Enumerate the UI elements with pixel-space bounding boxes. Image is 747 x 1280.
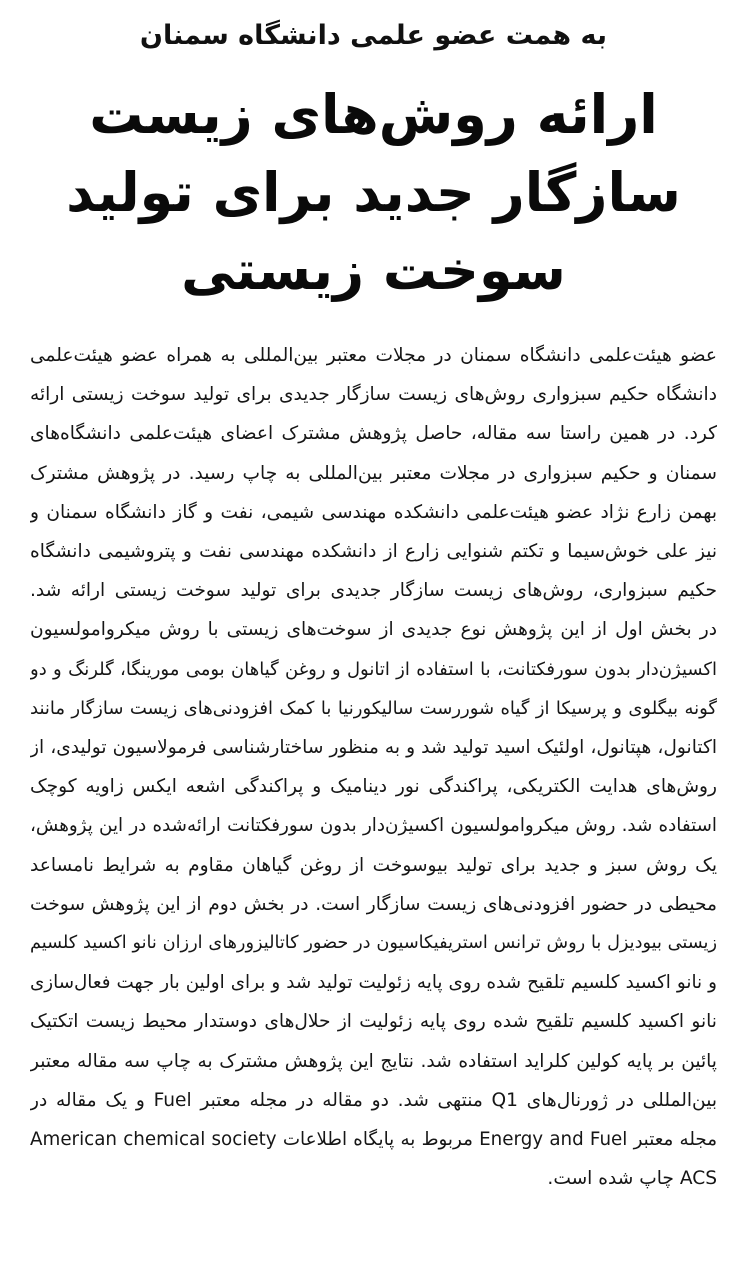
body-line: اکتانول، هپتانول، اولئیک اسید تولید شد و به منظور ساختارشناسی فرمولاسیون تولیدی، از [30, 737, 717, 759]
headline-line: ارائه روش‌های زیست [89, 83, 658, 146]
body-line: کرد. در همین راستا سه مقاله، حاصل پژوهش مشترک اعضای هیئت‌علمی دانشگاه‌های [30, 423, 717, 445]
headline-line: سازگار جدید برای تولید [66, 161, 681, 224]
body-line: بین‌المللی در ژورنال‌های Q1 منتهی شد. دو مقاله در مجله معتبر Fuel و یک مقاله در [30, 1089, 717, 1111]
body-line: نانو اکسید کلسیم تلقیح شده روی پایه زئولیت از حلال‌های دوستدار محیط زیست اتکتیک [30, 1011, 717, 1033]
body-line: یک روش سبز و جدید برای تولید بیوسوخت از روغن گیاهان مقاوم به شرایط نامساعد [30, 854, 717, 876]
body-line: گونه بیگلوی و پرسیکا از گیاه شوررست سالیکورنیا با کمک افزودنی‌های زیست سازگار مانند [30, 697, 717, 719]
body-line: عضو هیئت‌علمی دانشگاه سمنان در مجلات معتبر بین‌المللی به همراه عضو هیئت‌علمی [30, 345, 717, 366]
body-line: روش‌های هدایت الکتریکی، پراکندگی نور دینامیک و پراکندگی اشعه ایکس زاویه کوچک [30, 776, 717, 798]
body-line: مجله معتبر Energy and Fuel مربوط به پایگاه اطلاعات American chemical society [30, 1129, 717, 1151]
body-line: سمنان و حکیم سبزواری در مجلات معتبر بین‌المللی به چاپ رسید. در پژوهش مشترک [30, 462, 717, 484]
body-line: زیستی بیودیزل با روش ترانس استریفیکاسیون در حضور کاتالیزورهای ارزان نانو اکسید کلسیم [30, 933, 717, 954]
body-line: در بخش اول از این پژوهش نوع جدیدی از سوخت‌های زیستی با روش میکروامولسیون [30, 619, 717, 641]
body-line: ACS چاپ شده است. [547, 1168, 717, 1190]
headline-line: سوخت زیستی [181, 239, 566, 302]
body-line: محیطی در حضور افزودنی‌های زیست سازگار است. در بخش دوم از این پژوهش سوخت [30, 893, 717, 915]
body-line: پائین بر پایه کولین کلراید استفاده شد. نتایج این پژوهش مشترک به چاپ سه مقاله معتبر [30, 1050, 717, 1072]
body-line: نیز علی خوش‌سیما و تکتم شنوایی زارع از دانشکده مهندسی نفت و پتروشیمی دانشگاه [30, 541, 717, 563]
article-headline [24, 76, 723, 310]
article-body [30, 336, 717, 1198]
body-line: حکیم سبزواری، روش‌های زیست سازگار جدیدی برای تولید سوخت زیستی ارائه شد. [30, 580, 717, 602]
body-line: و نانو اکسید کلسیم تلقیح شده روی پایه زئولیت تولید شد و برای اولین بار جهت فعال‌سازی [30, 972, 717, 994]
body-line: اکسیژن‌دار بدون سورفکتانت، با استفاده از اتانول و روغن گیاهان بومی مورینگا، گلرنگ و دو [30, 658, 717, 680]
article-kicker: به همت عضو علمی دانشگاه سمنان [139, 20, 608, 51]
body-line: دانشگاه حکیم سبزواری روش‌های زیست سازگار جدیدی برای تولید سوخت زیستی ارائه [30, 384, 717, 406]
body-line: بهمن زارع نژاد عضو هیئت‌علمی دانشکده مهندسی شیمی، نفت و گاز دانشگاه سمنان و [30, 501, 717, 523]
body-line: استفاده شد. روش میکروامولسیون اکسیژن‌دار بدون سورفکتانت ارائه‌شده در این پژوهش، [30, 815, 717, 837]
